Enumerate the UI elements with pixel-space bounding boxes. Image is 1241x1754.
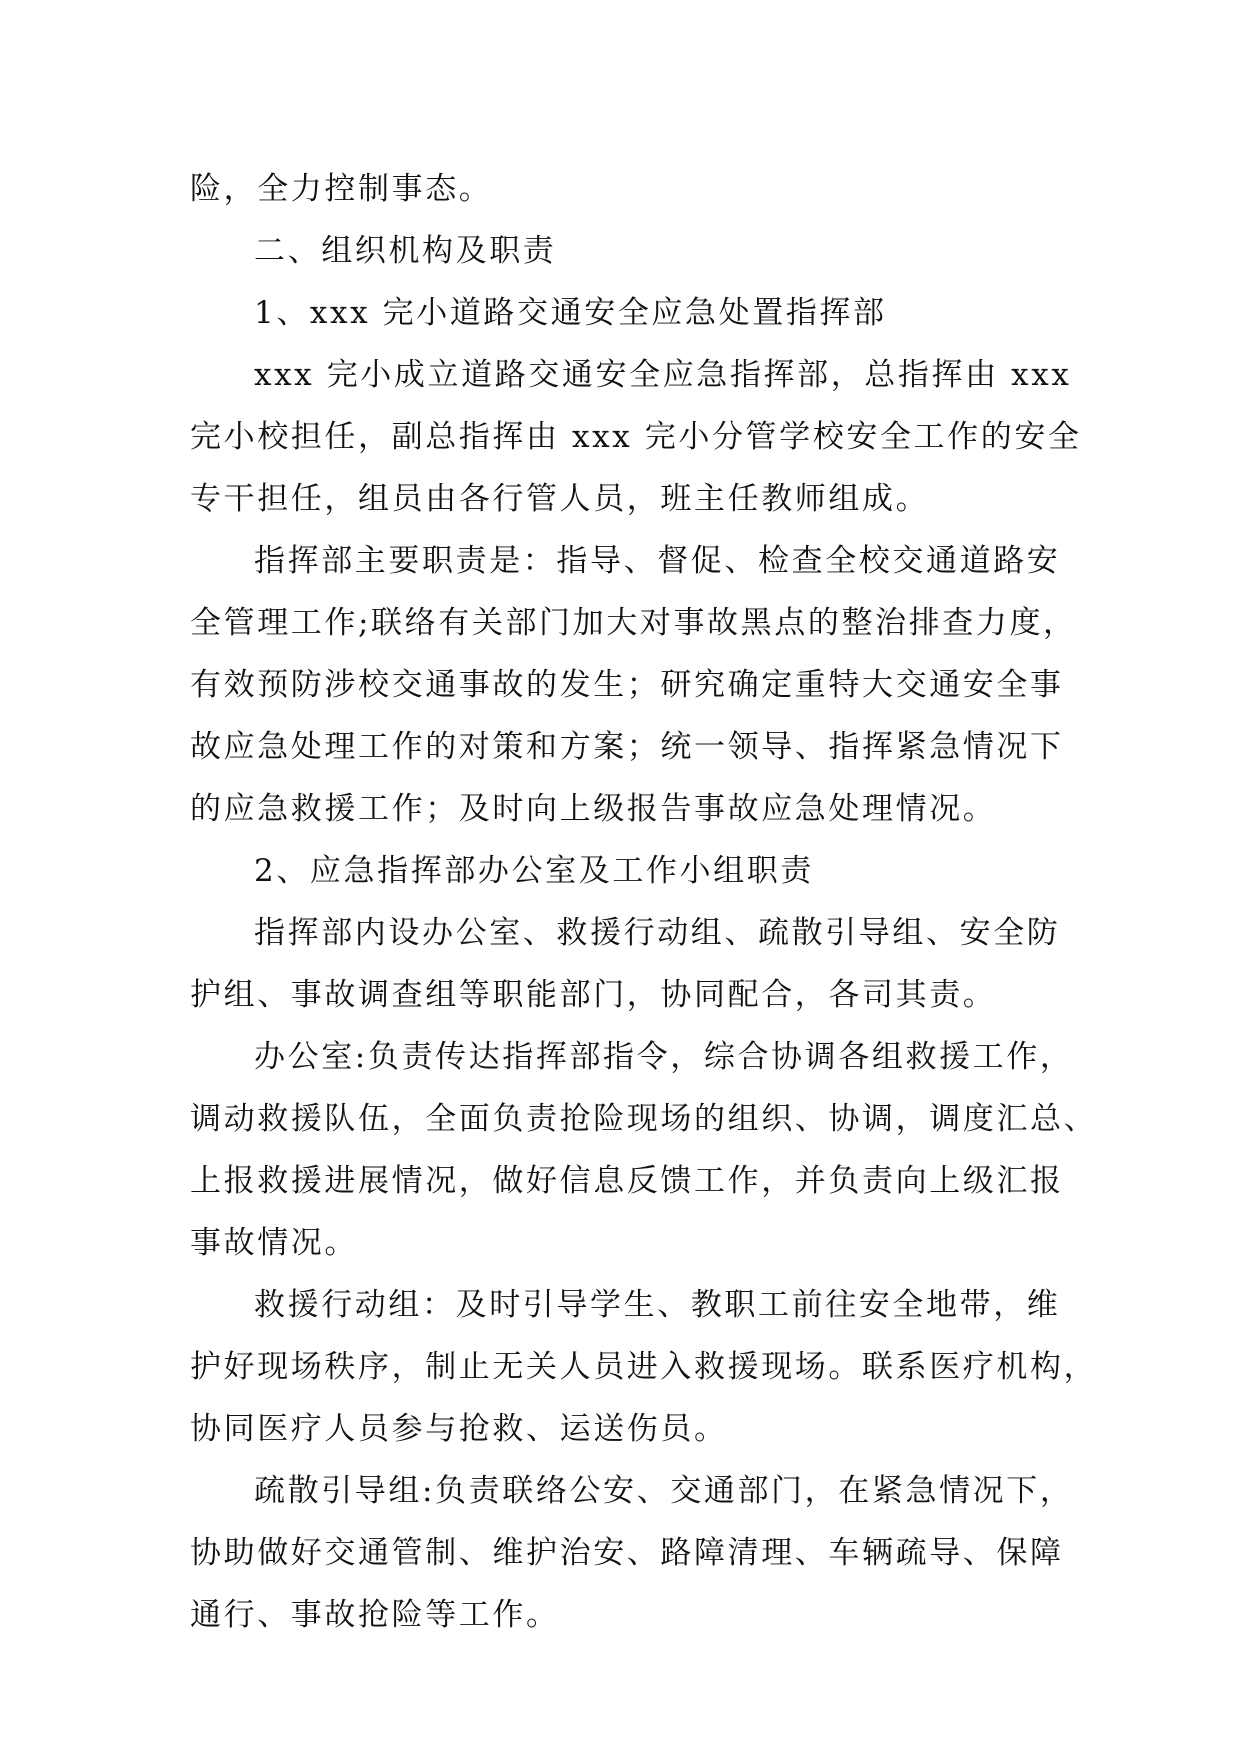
text-line: 疏散引导组:负责联络公安、交通部门，在紧急情况下，: [254, 1473, 1074, 1509]
text-line: 办公室:负责传达指挥部指令，综合协调各组救援工作，: [254, 1039, 1074, 1075]
text-line: 专干担任，组员由各行管人员，班主任教师组成。: [190, 481, 930, 517]
text-line: 通行、事故抢险等工作。: [190, 1597, 560, 1633]
text-line: 协助做好交通管制、维护治安、路障清理、车辆疏导、保障: [190, 1535, 1064, 1571]
text-line: 协同医疗人员参与抢救、运送伤员。: [190, 1411, 728, 1447]
text-line: 险，全力控制事态。: [190, 171, 493, 207]
subsection-heading: 2、应急指挥部办公室及工作小组职责: [254, 853, 814, 889]
text-line: 上报救援进展情况，做好信息反馈工作，并负责向上级汇报: [190, 1163, 1064, 1199]
section-heading: 二、组织机构及职责: [254, 233, 557, 269]
text-line: 护组、事故调查组等职能部门，协同配合，各司其责。: [190, 977, 997, 1013]
text-line: 全管理工作;联络有关部门加大对事故黑点的整治排查力度，: [190, 605, 1077, 641]
text-line: 指挥部主要职责是：指导、督促、检查全校交通道路安: [254, 543, 1061, 579]
text-line: 救援行动组：及时引导学生、教职工前往安全地带，维: [254, 1287, 1061, 1323]
text-line: 故应急处理工作的对策和方案；统一领导、指挥紧急情况下: [190, 729, 1064, 765]
text-line: 完小校担任，副总指挥由 xxx 完小分管学校安全工作的安全: [190, 419, 1082, 455]
text-line: 有效预防涉校交通事故的发生；研究确定重特大交通安全事: [190, 667, 1064, 703]
document-body: [190, 158, 1098, 1646]
text-line: 指挥部内设办公室、救援行动组、疏散引导组、安全防: [254, 915, 1061, 951]
text-line: 的应急救援工作；及时向上级报告事故应急处理情况。: [190, 791, 997, 827]
text-line: 调动救援队伍，全面负责抢险现场的组织、协调，调度汇总、: [190, 1101, 1098, 1137]
text-line: 事故情况。: [190, 1225, 358, 1261]
text-line: xxx 完小成立道路交通安全应急指挥部，总指挥由 xxx: [254, 357, 1072, 393]
text-line: 护好现场秩序，制止无关人员进入救援现场。联系医疗机构，: [190, 1349, 1098, 1385]
subsection-heading: 1、xxx 完小道路交通安全应急处置指挥部: [254, 295, 887, 331]
